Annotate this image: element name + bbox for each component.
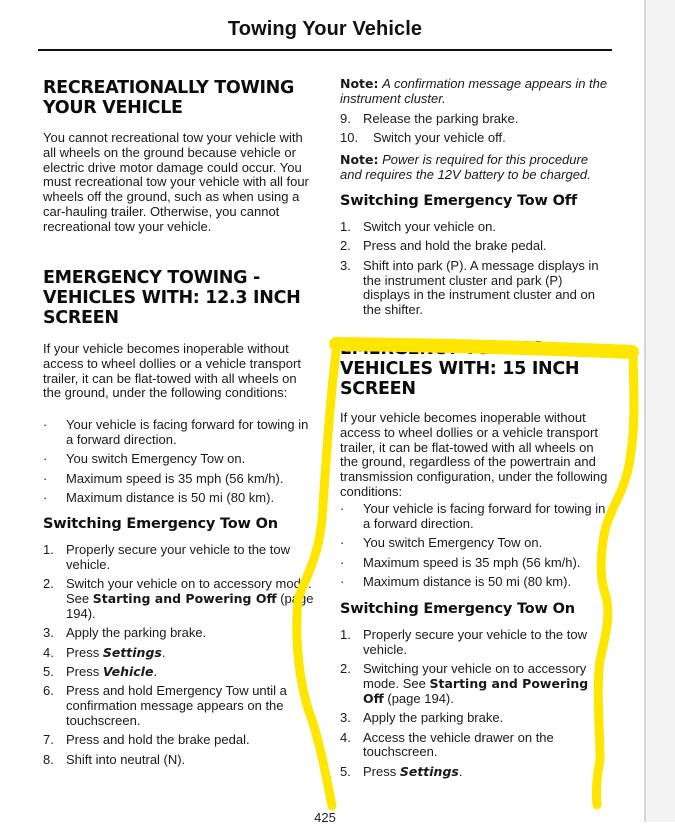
bullet-text: Your vehicle is facing forward for towing in a forward direction. xyxy=(363,501,606,531)
step-item xyxy=(43,684,315,728)
step-item xyxy=(43,646,315,661)
bullet-text: Maximum speed is 35 mph (56 km/h). xyxy=(66,470,284,486)
step-punct: . xyxy=(458,763,463,779)
step-text: Press xyxy=(66,644,103,660)
bullet-icon: · xyxy=(43,417,48,432)
step-item xyxy=(43,733,315,748)
subheading-switch-off: Switching Emergency Tow Off xyxy=(340,193,577,209)
step-item xyxy=(43,753,315,768)
step-text: Press and hold Emergency Tow until a confirmation message appears on the touchscreen. xyxy=(66,683,287,728)
step-item xyxy=(340,259,612,318)
bullet-text: Maximum distance is 50 mi (80 km). xyxy=(66,489,275,505)
step-text: Switching your vehicle on to accessory mode. See xyxy=(363,661,587,691)
step-text: Press and hold the brake pedal. xyxy=(66,732,250,748)
step-number: 5. xyxy=(43,663,54,679)
bullet-text: You switch Emergency Tow on. xyxy=(363,535,543,551)
step-number: 2. xyxy=(340,661,351,677)
list-item xyxy=(340,575,612,590)
step-number: 1. xyxy=(340,219,351,234)
section-heading-emergency-15: EMERGENCY TOWING - VEHICLES WITH: 15 INCH SCREEN xyxy=(340,339,580,399)
page-number: 425 xyxy=(314,810,336,825)
bullet-text: You switch Emergency Tow on. xyxy=(66,451,246,467)
list-item xyxy=(340,502,612,532)
switch-on-15-steps xyxy=(340,628,612,784)
step-text: Release the parking brake. xyxy=(363,111,519,126)
step-number: 1. xyxy=(43,542,54,557)
section-heading-recreational: RECREATIONALLY TOWING YOUR VEHICLE xyxy=(43,78,295,118)
step-text: Switch your vehicle off. xyxy=(373,130,506,146)
step-text: Apply the parking brake. xyxy=(363,710,504,726)
cross-reference-link[interactable]: Starting and Powering Off xyxy=(363,675,589,706)
page-reference: (page 194). xyxy=(66,590,314,621)
note-label: Note: xyxy=(340,152,379,167)
list-item xyxy=(43,472,315,487)
bullet-text: Maximum distance is 50 mi (80 km). xyxy=(363,573,572,589)
emergency-12-body: If your vehicle becomes inoperable without access to wheel dollies or a vehicle transport trailer, it can be flat-towed with all wheels on the ground, under the following conditions: xyxy=(43,341,301,401)
section-heading-emergency-12: EMERGENCY TOWING - VEHICLES WITH: 12.3 INCH SCREEN xyxy=(43,268,301,328)
menu-term: Vehicle xyxy=(102,663,154,679)
menu-term: Settings xyxy=(102,644,162,660)
note-confirmation xyxy=(340,77,612,107)
step-text: Press xyxy=(363,763,400,779)
step-text: Properly secure your vehicle to the tow vehicle. xyxy=(363,627,587,657)
step-number: 3. xyxy=(43,625,54,641)
switch-off-steps xyxy=(340,220,612,323)
bullet-text: Your vehicle is facing forward for towing in a forward direction. xyxy=(66,417,309,447)
step-item xyxy=(340,239,612,254)
step-text: Switch your vehicle on to accessory mode. See xyxy=(66,576,312,606)
bullet-text: Maximum speed is 35 mph (56 km/h). xyxy=(363,554,581,570)
page-title: Towing Your Vehicle xyxy=(227,18,423,40)
step-number: 9. xyxy=(340,111,351,126)
list-item xyxy=(43,418,315,448)
switch-on-12-steps xyxy=(43,543,315,772)
step-item xyxy=(340,711,612,726)
bullet-icon: · xyxy=(43,470,48,486)
step-item xyxy=(340,220,612,235)
page-reference: (page 194). xyxy=(383,690,454,706)
step-number: 7. xyxy=(43,732,54,748)
step-number: 2. xyxy=(43,576,54,592)
step-number: 4. xyxy=(340,729,351,745)
bullet-icon: · xyxy=(340,554,345,570)
step-number: 8. xyxy=(43,751,54,767)
step-text: Properly secure your vehicle to the tow vehicle. xyxy=(66,542,290,572)
step-number: 5. xyxy=(340,763,351,779)
step-item xyxy=(340,112,612,127)
step-text: Shift into park (P). A message displays in the instrument cluster and park (P) displays in the instrument cluster and on the shifter. xyxy=(363,257,599,318)
step-text: Switch your vehicle on. xyxy=(363,219,496,234)
step-item xyxy=(340,731,612,761)
bullet-icon: · xyxy=(340,573,345,589)
step-item xyxy=(340,765,612,780)
step-item xyxy=(43,577,315,621)
list-item xyxy=(43,452,315,467)
bullet-icon: · xyxy=(43,451,48,467)
step-text: Shift into neutral (N). xyxy=(66,751,186,767)
note-power xyxy=(340,153,612,183)
emergency-15-body: If your vehicle becomes inoperable without access to wheel dollies or a vehicle transport trailer, it can be flat-towed with all wheels on the ground, regardless of the powertrain and transmission configuration, under the following conditions: xyxy=(340,410,608,499)
list-item xyxy=(340,536,612,551)
list-item xyxy=(340,556,612,571)
cross-reference-link[interactable]: Starting and Powering Off xyxy=(92,590,277,606)
step-number: 3. xyxy=(340,710,351,726)
note-text: A confirmation message appears in the instrument cluster. xyxy=(340,76,608,106)
bullet-icon: · xyxy=(43,489,48,505)
title-divider xyxy=(38,49,612,51)
emergency-12-conditions xyxy=(43,418,315,510)
viewer-side-gutter xyxy=(644,0,675,822)
step-item xyxy=(340,628,612,658)
switch-on-12-steps-continued xyxy=(340,112,612,151)
subheading-switch-on-15: Switching Emergency Tow On xyxy=(340,601,575,617)
bullet-icon: · xyxy=(340,501,345,516)
bullet-icon: · xyxy=(340,535,345,551)
step-text: Press and hold the brake pedal. xyxy=(363,238,547,254)
note-text: Power is required for this procedure and requires the 12V battery to be charged. xyxy=(340,152,591,182)
step-punct: . xyxy=(153,663,158,679)
subheading-switch-on-12: Switching Emergency Tow On xyxy=(43,516,278,532)
step-item xyxy=(43,543,315,573)
step-item xyxy=(43,626,315,641)
step-number: 1. xyxy=(340,627,351,642)
step-item xyxy=(340,131,612,146)
step-number: 3. xyxy=(340,257,351,273)
emergency-15-conditions xyxy=(340,502,612,594)
recreational-body: You cannot recreational tow your vehicle with all wheels on the ground because vehicle or electric drive motor damage could occur. You must recreational tow your vehicle with all four wheels off the ground, such as when using a car-hauling trailer. Otherwise, you cannot recreational tow your vehicle. xyxy=(43,130,309,234)
step-number: 10. xyxy=(340,130,359,146)
step-text: Access the vehicle drawer on the touchscreen. xyxy=(363,729,554,760)
step-text: Apply the parking brake. xyxy=(66,625,207,641)
menu-term: Settings xyxy=(399,763,459,779)
step-number: 2. xyxy=(340,238,351,254)
list-item xyxy=(43,491,315,506)
note-label: Note: xyxy=(340,76,379,91)
step-item xyxy=(340,662,612,706)
step-number: 6. xyxy=(43,683,54,699)
step-number: 4. xyxy=(43,644,54,660)
step-punct: . xyxy=(161,644,166,660)
step-text: Press xyxy=(66,663,103,679)
step-item xyxy=(43,665,315,680)
